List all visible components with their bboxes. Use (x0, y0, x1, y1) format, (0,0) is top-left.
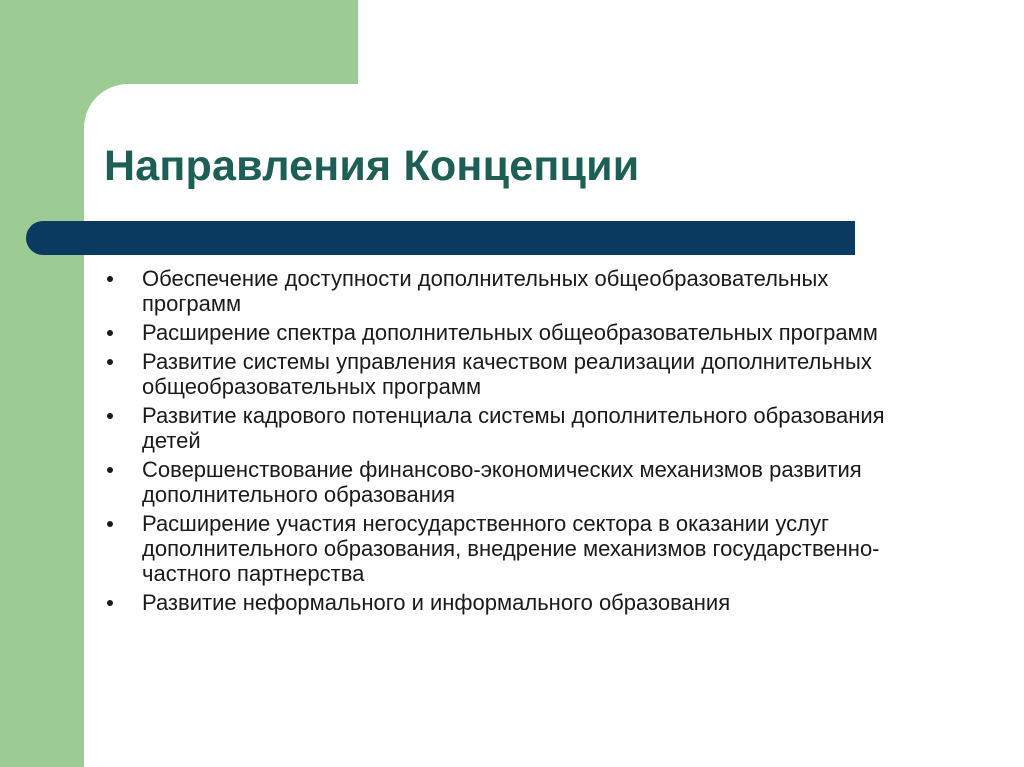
bullet-text: Расширение спектра дополнительных общеобразовательных программ (142, 320, 878, 345)
bullet-item (104, 349, 904, 399)
bullet-dot-icon (107, 276, 113, 282)
bullet-item (104, 511, 904, 586)
bullet-list (104, 266, 904, 619)
bullet-dot-icon (107, 359, 113, 365)
bullet-item (104, 266, 904, 316)
bullet-item (104, 457, 904, 507)
bullet-text: Развитие кадрового потенциала системы дополнительного образования детей (142, 403, 885, 453)
bullet-item (104, 403, 904, 453)
bullet-dot-icon (107, 600, 113, 606)
bullet-dot-icon (107, 467, 113, 473)
title-divider-bar (26, 221, 855, 255)
bullet-text: Обеспечение доступности дополнительных общеобразовательных программ (142, 266, 829, 316)
bullet-text: Развитие неформального и информального образования (142, 590, 731, 615)
bullet-text: Расширение участия негосударственного сектора в оказании услуг дополнительного образования, внедрение механизмов государственно-частного партнерства (142, 511, 880, 586)
bullet-text: Совершенствование финансово-экономических механизмов развития дополнительного образования (142, 457, 862, 507)
bullet-item (104, 590, 904, 615)
bullet-text: Развитие системы управления качеством реализации дополнительных общеобразовательных программ (142, 349, 872, 399)
bullet-dot-icon (107, 413, 113, 419)
bullet-item (104, 320, 904, 345)
bullet-dot-icon (107, 521, 113, 527)
slide-title: Направления Концепции (104, 142, 640, 190)
bullet-dot-icon (107, 330, 113, 336)
